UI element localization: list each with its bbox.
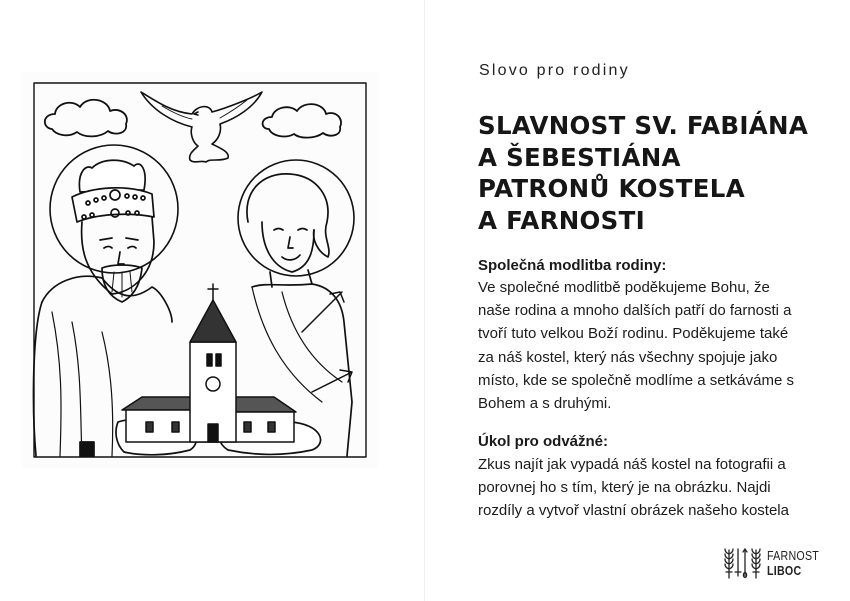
prayer-text [478, 276, 850, 415]
prayer-line: místo, kde se společně modlíme a setkáváme s [478, 371, 794, 389]
prayer-line: tvoří tuto velkou Boží rodinu. Poděkujeme také [478, 325, 789, 343]
task-line: porovnej ho s tím, který je na obrázku. Najdi [478, 479, 771, 497]
logo-text [767, 548, 819, 578]
task-text [478, 453, 850, 523]
logo-line-farnost: FARNOST [767, 548, 820, 563]
logo-line-liboc: LIBOC [767, 563, 802, 578]
prayer-line: naše rodina a mnoho dalších patří do farnosti a [478, 302, 792, 320]
coloring-illustration [22, 72, 378, 468]
prayer-line: Ve společné modlitbě poděkujeme Bohu, že [478, 279, 770, 296]
prayer-line: za náš kostel, který nás všechny spojuje jako [478, 348, 778, 366]
church-model-icon [122, 284, 296, 442]
task-line: Zkus najít jak vypadá náš kostel na fotografii a [478, 456, 786, 473]
wheat-sword-arrow-icon [723, 546, 763, 580]
page-title [478, 110, 838, 236]
task-heading: Úkol pro odvážné: [478, 433, 609, 450]
cloud-right-icon [263, 104, 341, 138]
title-line: A FARNOSTI [478, 205, 646, 235]
prayer-heading: Společná modlitba rodiny: [478, 257, 667, 274]
title-line: SLAVNOST SV. FABIÁNA [478, 111, 809, 140]
arrow-upper-icon [302, 292, 344, 332]
cloud-left-icon [45, 100, 127, 137]
title-line: A ŠEBESTIÁNA [478, 142, 681, 172]
prayer-line: Bohem a s druhými. [478, 395, 612, 413]
arrow-lower-icon [312, 370, 352, 392]
subtitle: Slovo pro rodiny [479, 62, 630, 79]
title-line: PATRONŮ KOSTELA [478, 174, 745, 203]
task-line: rozdíly a vytvoř vlastní obrázek našeho kostela [478, 502, 789, 520]
dove-icon [141, 92, 262, 162]
right-page [425, 0, 850, 601]
parish-logo [723, 545, 831, 581]
